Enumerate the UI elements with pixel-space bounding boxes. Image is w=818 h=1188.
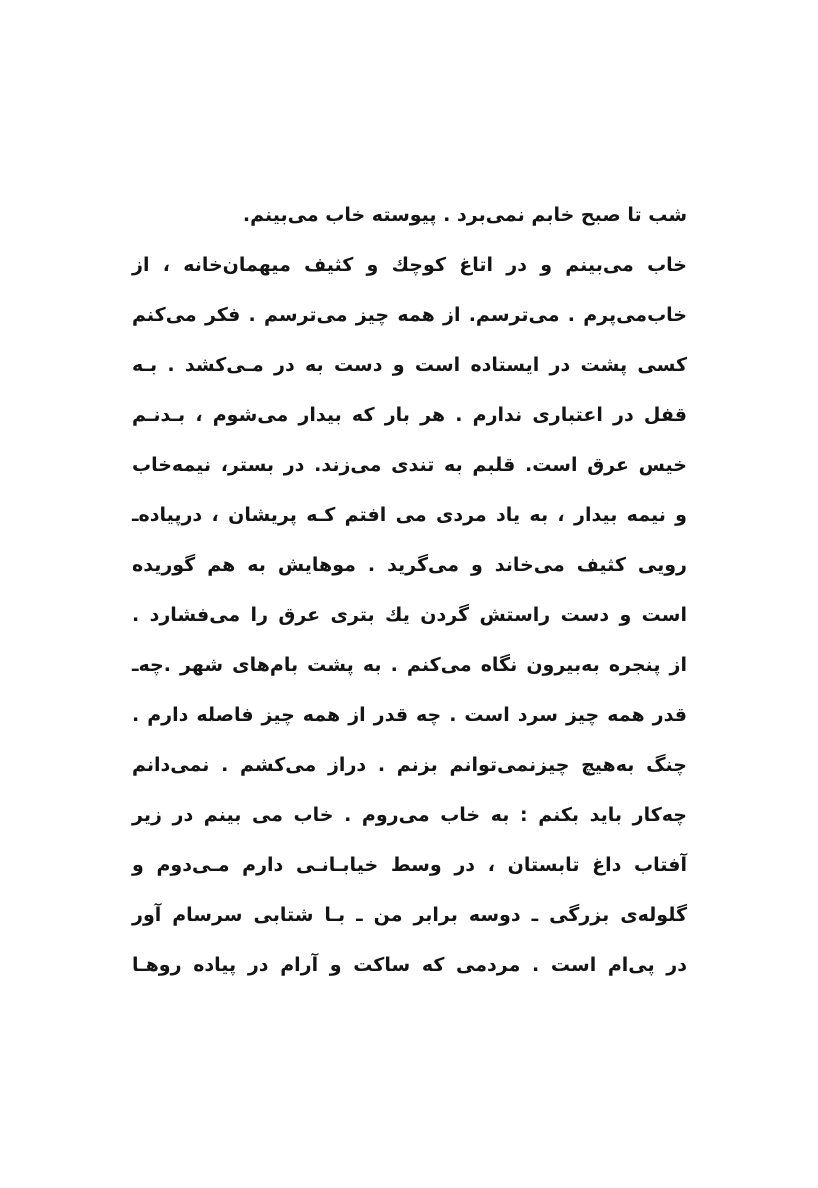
text-line: خاب می‌بینم و در اتاغ کوچك و کثیف میهمان‌خانه ، از [132,254,687,276]
text-line: و نیمه بیدار ، به یاد مردی می افتم کـه پریشان ، درپیاده‌ـ [132,504,687,526]
text-line: از پنجره به‌بیرون نگاه می‌کنم . به پشت بام‌های شهر .چه‌ـ [132,654,687,676]
text-line: گلوله‌ی بزرگی ـ دوسه برابر من ـ بـا شتابی سرسام آور [132,904,687,926]
text-line: خاب‌می‌پرم . می‌ترسم. از همه چیز می‌ترسم . فکر می‌کنم [132,304,687,326]
text-line: کسی پشت در ایستاده است و دست به در مـی‌کشد . بـه [132,354,687,376]
text-line: چه‌کار باید بکنم : به خاب می‌روم . خاب می بینم در زیر [132,804,687,826]
text-line: شب تا صبح خابم نمی‌برد . پیوسته خاب می‌بینم. [242,204,687,226]
text-line: رویی کثیف می‌خاند و می‌گرید . موهایش به هم گوریده [132,554,687,576]
text-line: در پی‌ام است . مردمی که ساکت و آرام در پیاده روهـا [132,954,687,976]
text-line: آفتاب داغ تابستان ، در وسط خیابـانـی دارم مـی‌دوم و [132,854,687,876]
text-line: است و دست راستش گردن یك بتری عرق را می‌فشارد . [132,604,687,626]
text-line: قدر همه چیز سرد است . چه قدر از همه چیز فاصله دارم . [132,704,687,726]
text-line: خیس عرق است. قلبم به تندی می‌زند. در بستر، نیمه‌خاب [132,454,687,476]
text-line: قفل در اعتباری ندارم . هر بار که بیدار می‌شوم ، بـدنـم [132,404,687,426]
text-line: چنگ به‌هیچ چیزنمی‌توانم بزنم . دراز می‌کشم . نمی‌دانم [132,754,687,776]
